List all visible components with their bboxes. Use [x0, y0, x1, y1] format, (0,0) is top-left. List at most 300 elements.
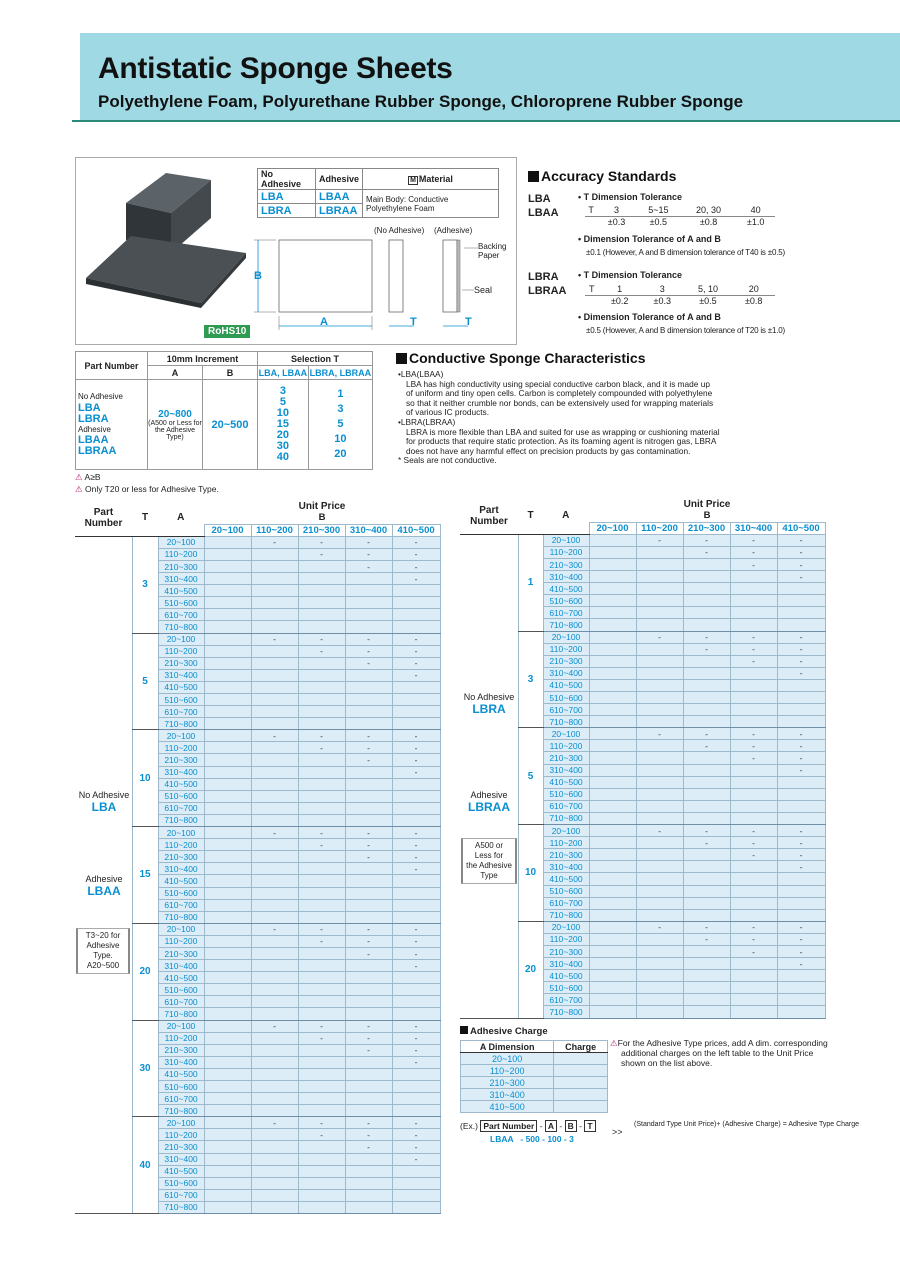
- price-cell: [298, 1081, 345, 1093]
- charge-a: 410~500: [461, 1101, 554, 1113]
- pt-h-b: B: [203, 366, 258, 380]
- price-cell: -: [777, 667, 825, 679]
- price-cell: [589, 583, 636, 595]
- price-cell: [251, 972, 298, 984]
- price-cell: [204, 923, 251, 935]
- price-a-value: 110~200: [158, 548, 204, 560]
- price-cell: [251, 1153, 298, 1165]
- price-cell: [392, 718, 440, 730]
- price-cell: [683, 716, 730, 728]
- price-cell: -: [345, 947, 392, 959]
- price-h-part: Part Number: [460, 498, 518, 534]
- acc-g2-ab-label: • Dimension Tolerance of A and B: [578, 312, 721, 322]
- price-a-value: 110~200: [158, 839, 204, 851]
- price-a-value: 510~600: [158, 597, 204, 609]
- price-cell: [298, 1008, 345, 1020]
- price-cell: [636, 692, 683, 704]
- price-a-value: 410~500: [158, 1068, 204, 1080]
- price-cell: [345, 1153, 392, 1165]
- price-cell: -: [777, 558, 825, 570]
- price-cell: [345, 585, 392, 597]
- price-cell: [777, 679, 825, 691]
- price-cell: [298, 814, 345, 826]
- price-a-value: 610~700: [158, 706, 204, 718]
- price-cell: [345, 899, 392, 911]
- price-a-value: 110~200: [158, 935, 204, 947]
- price-cell: -: [392, 766, 440, 778]
- price-a-value: 110~200: [543, 740, 589, 752]
- price-a-value: 610~700: [158, 899, 204, 911]
- price-cell: [589, 849, 636, 861]
- price-cell: -: [636, 825, 683, 837]
- price-a-value: 410~500: [543, 873, 589, 885]
- price-a-value: 20~100: [543, 631, 589, 643]
- price-cell: [589, 692, 636, 704]
- price-cell: [345, 814, 392, 826]
- pt-h-t1: LBA, LBAA: [258, 367, 308, 378]
- price-cell: -: [730, 933, 777, 945]
- price-cell: [204, 1056, 251, 1068]
- price-cell: [204, 778, 251, 790]
- price-t-value: 5: [518, 728, 543, 825]
- price-cell: -: [730, 558, 777, 570]
- pt-h-part: Part Number: [76, 352, 148, 380]
- price-cell: [589, 546, 636, 558]
- price-cell: [683, 849, 730, 861]
- price-a-value: 510~600: [158, 694, 204, 706]
- price-cell: [345, 996, 392, 1008]
- adhesive-charge-note: ⚠For the Adhesive Type prices, add A dim. corresponding additional charges on the left table to the Unit Price shown on the list above.: [610, 1038, 828, 1068]
- price-a-value: 110~200: [543, 933, 589, 945]
- price-cell: [589, 631, 636, 643]
- price-cell: [204, 1081, 251, 1093]
- price-a-value: 510~600: [158, 1177, 204, 1189]
- price-cell: [204, 1032, 251, 1044]
- price-cell: -: [345, 1044, 392, 1056]
- price-cell: [204, 1189, 251, 1201]
- price-cell: [730, 595, 777, 607]
- price-cell: [636, 546, 683, 558]
- price-cell: [589, 909, 636, 921]
- price-cell: [251, 1081, 298, 1093]
- price-a-value: 20~100: [158, 1117, 204, 1129]
- price-cell: [251, 839, 298, 851]
- price-cell: [636, 897, 683, 909]
- price-cell: -: [298, 645, 345, 657]
- example-row: (Ex.) Part Number - A - B - T: [460, 1120, 596, 1132]
- price-cell: [589, 740, 636, 752]
- price-cell: [251, 1008, 298, 1020]
- price-cell: -: [730, 655, 777, 667]
- price-a-value: 310~400: [543, 861, 589, 873]
- price-cell: [204, 754, 251, 766]
- price-b-col: 310~400: [345, 524, 392, 536]
- charge-h-a: A Dimension: [461, 1041, 554, 1053]
- price-h-a: A: [158, 500, 204, 536]
- price-cell: [777, 909, 825, 921]
- price-cell: [251, 718, 298, 730]
- face-outline: [279, 240, 372, 312]
- price-cell: [204, 766, 251, 778]
- price-cell: [730, 716, 777, 728]
- price-cell: [251, 863, 298, 875]
- price-cell: [589, 788, 636, 800]
- price-cell: -: [777, 655, 825, 667]
- price-cell: [589, 619, 636, 631]
- price-cell: [589, 595, 636, 607]
- price-a-value: 310~400: [543, 958, 589, 970]
- price-t-value: 40: [132, 1117, 158, 1214]
- price-cell: [204, 935, 251, 947]
- price-cell: -: [392, 560, 440, 572]
- price-a-value: 20~100: [543, 825, 589, 837]
- price-cell: -: [345, 657, 392, 669]
- price-cell: [251, 548, 298, 560]
- price-cell: [683, 595, 730, 607]
- price-cell: -: [636, 728, 683, 740]
- price-a-value: 610~700: [158, 609, 204, 621]
- charge-a: 20~100: [461, 1053, 554, 1065]
- price-cell: [589, 1006, 636, 1018]
- price-cell: [730, 861, 777, 873]
- price-cell: [298, 560, 345, 572]
- price-cell: -: [298, 633, 345, 645]
- price-cell: [683, 752, 730, 764]
- price-cell: [730, 909, 777, 921]
- price-cell: [777, 982, 825, 994]
- price-cell: [251, 1093, 298, 1105]
- price-cell: [345, 790, 392, 802]
- price-cell: [730, 970, 777, 982]
- charge-value: [554, 1089, 608, 1101]
- price-cell: [204, 742, 251, 754]
- price-cell: -: [392, 742, 440, 754]
- price-a-value: 710~800: [158, 1008, 204, 1020]
- price-cell: [204, 996, 251, 1008]
- price-cell: [298, 790, 345, 802]
- price-a-value: 210~300: [158, 560, 204, 572]
- price-cell: [636, 933, 683, 945]
- price-cell: -: [251, 923, 298, 935]
- mat-code: LBRAA: [316, 204, 363, 218]
- price-cell: [345, 669, 392, 681]
- price-cell: [298, 706, 345, 718]
- price-cell: -: [777, 631, 825, 643]
- price-cell: [345, 778, 392, 790]
- price-cell: [251, 935, 298, 947]
- price-cell: [636, 885, 683, 897]
- charge-h-c: Charge: [554, 1041, 608, 1053]
- price-cell: -: [777, 861, 825, 873]
- price-cell: [298, 851, 345, 863]
- price-cell: [298, 984, 345, 996]
- charge-row: [461, 1089, 608, 1101]
- price-t-value: 30: [132, 1020, 158, 1117]
- price-cell: [204, 536, 251, 548]
- price-cell: [251, 669, 298, 681]
- price-cell: [683, 994, 730, 1006]
- price-a-value: 20~100: [158, 827, 204, 839]
- price-a-value: 310~400: [158, 960, 204, 972]
- price-cell: -: [345, 1032, 392, 1044]
- price-cell: -: [777, 752, 825, 764]
- material-table: [257, 168, 499, 218]
- price-cell: [777, 994, 825, 1006]
- acc-g1-t-label: • T Dimension Tolerance: [578, 192, 683, 202]
- price-cell: -: [392, 730, 440, 742]
- price-a-value: 210~300: [158, 1141, 204, 1153]
- price-cell: [251, 597, 298, 609]
- price-cell: [298, 887, 345, 899]
- acc-g1-ab-label: • Dimension Tolerance of A and B: [578, 234, 721, 244]
- page-title: Antistatic Sponge Sheets: [98, 52, 453, 85]
- price-cell: [251, 621, 298, 633]
- price-cell: [204, 947, 251, 959]
- price-cell: [683, 909, 730, 921]
- price-cell: [251, 1068, 298, 1080]
- price-cell: [589, 982, 636, 994]
- price-cell: -: [392, 960, 440, 972]
- dim-b-label: B: [254, 270, 262, 282]
- price-cell: -: [392, 1153, 440, 1165]
- price-a-value: 710~800: [158, 911, 204, 923]
- price-cell: [589, 933, 636, 945]
- price-cell: [251, 645, 298, 657]
- price-cell: [204, 875, 251, 887]
- price-cell: [298, 585, 345, 597]
- price-cell: [251, 609, 298, 621]
- price-cell: [730, 607, 777, 619]
- price-cell: [345, 972, 392, 984]
- price-cell: [204, 694, 251, 706]
- price-cell: [730, 994, 777, 1006]
- price-cell: [730, 619, 777, 631]
- price-a-value: 110~200: [158, 645, 204, 657]
- price-cell: [392, 790, 440, 802]
- adhesive-charge-title: Adhesive Charge: [460, 1026, 548, 1037]
- price-cell: [204, 911, 251, 923]
- pt-h-a: A: [148, 366, 203, 380]
- price-cell: [589, 607, 636, 619]
- price-cell: [298, 657, 345, 669]
- price-cell: -: [251, 730, 298, 742]
- price-cell: [392, 972, 440, 984]
- price-cell: -: [298, 1032, 345, 1044]
- price-cell: -: [777, 837, 825, 849]
- price-cell: [298, 1093, 345, 1105]
- price-a-value: 710~800: [158, 1201, 204, 1213]
- price-cell: -: [730, 825, 777, 837]
- price-cell: [777, 800, 825, 812]
- price-cell: -: [251, 536, 298, 548]
- price-cell: [777, 595, 825, 607]
- price-cell: [345, 911, 392, 923]
- adhesive-caption: (Adhesive): [434, 226, 473, 235]
- price-a-value: 710~800: [543, 716, 589, 728]
- price-cell: -: [298, 1129, 345, 1141]
- price-cell: [251, 790, 298, 802]
- price-cell: -: [777, 958, 825, 970]
- price-cell: [251, 1141, 298, 1153]
- price-row: [460, 534, 825, 546]
- price-cell: [683, 958, 730, 970]
- price-cell: [589, 728, 636, 740]
- price-cell: [204, 669, 251, 681]
- acc-g1-table: T 3 5~15 20, 30 40 ±0.3 ±0.5 ±0.8 ±1.0: [585, 204, 775, 228]
- accuracy-title: Accuracy Standards: [528, 168, 676, 184]
- price-cell: [589, 558, 636, 570]
- price-cell: [298, 718, 345, 730]
- price-cell: -: [345, 645, 392, 657]
- price-a-value: 410~500: [158, 585, 204, 597]
- price-t-value: 3: [132, 536, 158, 633]
- price-b-col: 210~300: [298, 524, 345, 536]
- price-cell: [345, 621, 392, 633]
- price-cell: -: [392, 935, 440, 947]
- price-cell: [636, 837, 683, 849]
- price-cell: [636, 776, 683, 788]
- mat-h-material: M Material: [363, 169, 499, 190]
- price-a-value: 20~100: [543, 921, 589, 933]
- price-cell: -: [730, 546, 777, 558]
- price-cell: -: [777, 933, 825, 945]
- price-cell: [298, 597, 345, 609]
- price-cell: [683, 873, 730, 885]
- price-cell: -: [345, 633, 392, 645]
- example-values: LBAA - 500 - 100 - 3: [490, 1134, 574, 1144]
- price-cell: -: [777, 825, 825, 837]
- price-cell: [204, 984, 251, 996]
- price-cell: [298, 621, 345, 633]
- price-a-value: 410~500: [543, 583, 589, 595]
- price-cell: [683, 607, 730, 619]
- price-cell: [204, 851, 251, 863]
- price-a-value: 710~800: [158, 621, 204, 633]
- price-cell: -: [730, 837, 777, 849]
- price-a-value: 110~200: [158, 1032, 204, 1044]
- price-cell: [636, 607, 683, 619]
- price-cell: [392, 1081, 440, 1093]
- price-cell: [204, 1044, 251, 1056]
- price-a-value: 410~500: [543, 776, 589, 788]
- charge-value: [554, 1101, 608, 1113]
- price-cell: [298, 754, 345, 766]
- pt-a-range: 20~800 (A500 or Less for the Adhesive Type): [148, 380, 203, 470]
- price-cell: [298, 778, 345, 790]
- price-cell: [589, 945, 636, 957]
- charge-a: 110~200: [461, 1065, 554, 1077]
- price-cell: [730, 982, 777, 994]
- price-cell: [251, 754, 298, 766]
- price-cell: [777, 788, 825, 800]
- price-cell: [204, 1129, 251, 1141]
- price-cell: [345, 960, 392, 972]
- price-cell: [345, 718, 392, 730]
- price-cell: -: [298, 1117, 345, 1129]
- price-cell: [204, 718, 251, 730]
- price-cell: -: [345, 730, 392, 742]
- price-cell: [345, 706, 392, 718]
- price-cell: [683, 970, 730, 982]
- pt-h-inc: 10mm Increment: [148, 352, 258, 366]
- price-cell: [204, 1105, 251, 1117]
- price-cell: -: [298, 536, 345, 548]
- price-a-value: 710~800: [543, 909, 589, 921]
- price-cell: -: [636, 921, 683, 933]
- price-cell: -: [392, 1056, 440, 1068]
- price-h-b: B: [589, 510, 825, 522]
- price-cell: [251, 1201, 298, 1213]
- price-cell: [683, 655, 730, 667]
- price-cell: [251, 706, 298, 718]
- price-cell: -: [251, 1117, 298, 1129]
- price-cell: [730, 667, 777, 679]
- price-a-value: 710~800: [543, 1006, 589, 1018]
- price-cell: -: [392, 1020, 440, 1032]
- price-cell: [298, 996, 345, 1008]
- price-a-value: 310~400: [158, 573, 204, 585]
- price-cell: [392, 597, 440, 609]
- dim-a-label: A: [320, 316, 328, 328]
- price-cell: [204, 645, 251, 657]
- price-cell: [683, 704, 730, 716]
- price-cell: -: [730, 849, 777, 861]
- price-cell: [636, 788, 683, 800]
- price-cell: [777, 607, 825, 619]
- price-cell: -: [345, 1141, 392, 1153]
- price-cell: [636, 849, 683, 861]
- price-cell: -: [392, 645, 440, 657]
- price-cell: [345, 694, 392, 706]
- price-a-value: 510~600: [158, 984, 204, 996]
- price-cell: [345, 681, 392, 693]
- price-a-value: 310~400: [543, 764, 589, 776]
- price-cell: -: [683, 825, 730, 837]
- price-cell: [589, 958, 636, 970]
- price-cell: [392, 1068, 440, 1080]
- price-cell: [589, 800, 636, 812]
- price-cell: [298, 573, 345, 585]
- price-a-value: 210~300: [158, 657, 204, 669]
- sheet-top: [86, 236, 246, 303]
- price-cell: [392, 1008, 440, 1020]
- price-a-value: 20~100: [158, 730, 204, 742]
- price-cell: [251, 814, 298, 826]
- price-cell: -: [345, 742, 392, 754]
- price-cell: [636, 679, 683, 691]
- price-cell: [251, 742, 298, 754]
- dim-t-label-plain: T: [410, 316, 417, 328]
- price-cell: [298, 1153, 345, 1165]
- price-cell: -: [345, 536, 392, 548]
- price-cell: [392, 585, 440, 597]
- price-a-value: 410~500: [158, 681, 204, 693]
- price-cell: [777, 716, 825, 728]
- price-b-col: 410~500: [777, 522, 825, 534]
- acc-group1-codes: LBA LBAA: [528, 193, 559, 219]
- price-cell: [204, 1201, 251, 1213]
- price-a-value: 510~600: [543, 788, 589, 800]
- price-cell: -: [251, 1020, 298, 1032]
- price-cell: [204, 706, 251, 718]
- price-cell: [589, 861, 636, 873]
- price-cell: [683, 1006, 730, 1018]
- price-cell: [636, 873, 683, 885]
- acc-g1-ab-note: ±0.1 (However, A and B dimension tolerance of T40 is ±0.5): [586, 248, 785, 257]
- price-cell: -: [777, 643, 825, 655]
- price-a-value: 710~800: [158, 814, 204, 826]
- price-t-value: 1: [518, 534, 543, 631]
